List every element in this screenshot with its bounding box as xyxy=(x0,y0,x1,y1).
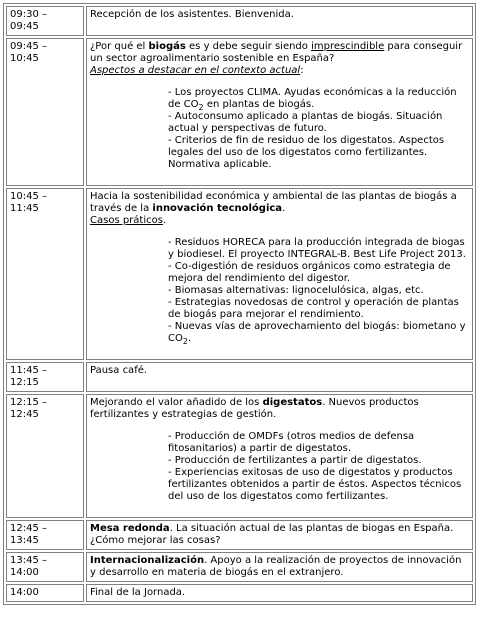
time-end: 09:45 xyxy=(10,21,39,32)
list-item: - Biomasas alternativas: lignocelulósica, algas, etc. xyxy=(168,285,424,296)
list-item: - Co-digestión de residuos orgánicos como estrategia de mejora del rendimiento del digestor. xyxy=(168,261,451,284)
section-subheading: Aspectos a destacar en el contexto actual xyxy=(90,65,301,76)
time-end: 10:45 xyxy=(10,53,39,64)
session-intro: ¿Por qué el biogás es y debe seguir siendo imprescindible para conseguir un sector agroalimentario sostenible en España? xyxy=(90,41,463,64)
highlight-text: digestatos xyxy=(262,397,323,408)
description-cell xyxy=(86,362,473,392)
agenda-row xyxy=(6,520,473,550)
session-intro: Mejorando el valor añadido de los digestatos. Nuevos productos fertilizantes y estrategias de gestión. xyxy=(90,397,419,420)
description-cell: Hacia la sostenibilidad económica y ambiental de las plantas de biogás a través de la innovación tecnológica. Casos práticos. - Residuos HORECA para la producción integrada de biogas y biodiesel. El proyecto INTEGRAL-B. Best Life Project 2013. - Co-digestión de residuos orgánicos como estrategia de mejora del rendimiento del digestor. - Biomasas alternativas: lignocelulósica, algas, etc. - Estrategias novedosas de control y operación de plantas de biogás para mejorar el rendimiento. - Nuevas vías de aprovechamiento del biogás: biometano y $CO_2$. xyxy=(86,188,473,360)
time-end: 12:15 xyxy=(10,377,39,388)
list-item: - Autoconsumo aplicado a plantas de biogás. Situación actual y perspectivas de futuro. xyxy=(168,111,443,134)
list-item: - Producción de OMDFs (otros medios de defensa fitosanitarios) a partir de digestatos. xyxy=(168,431,415,454)
list-item: - Experiencias exitosas de uso de digestatos y productos fertilizantes obtenidos a partir de éstos. Aspectos técnicos del uso de los digestatos como fertilizantes. xyxy=(168,467,462,502)
underlined-text: imprescindible xyxy=(311,41,385,52)
time-start: 10:45 – xyxy=(10,191,47,202)
list-item: - Producción de fertilizantes a partir de digestatos. xyxy=(168,455,422,466)
list-item: - Nuevas vías de aprovechamiento del biogás: biometano y $CO_2$. xyxy=(168,321,466,346)
list-item: - Estrategias novedosas de control y operación de plantas de biogás para mejorar el rendimiento. xyxy=(168,297,459,320)
time-end: 13:45 xyxy=(10,535,39,546)
session-text: Pausa café. xyxy=(90,365,148,376)
time-start: 12:45 – xyxy=(10,523,47,534)
time-start: 09:30 – xyxy=(10,9,47,20)
agenda-row xyxy=(6,188,473,360)
agenda-row xyxy=(6,584,473,602)
agenda-row xyxy=(6,6,473,36)
agenda-row xyxy=(6,394,473,518)
description-cell xyxy=(86,584,473,602)
time-start: 11:45 – xyxy=(10,365,47,376)
list-item: - Los proyectos CLIMA. Ayudas económicas a la reducción de $CO_2$ en plantas de biogás. xyxy=(168,87,457,112)
agenda-table xyxy=(3,3,476,605)
highlight-text: Internacionalización xyxy=(90,555,205,566)
topic-list xyxy=(168,431,469,503)
time-end: 11:45 xyxy=(10,203,39,214)
topic-list xyxy=(168,87,469,171)
time-start: 13:45 – xyxy=(10,555,47,566)
description-cell xyxy=(86,6,473,36)
time-cell xyxy=(6,188,84,360)
time-start: 12:15 – xyxy=(10,397,47,408)
agenda-row xyxy=(6,362,473,392)
time-cell xyxy=(6,6,84,36)
time-cell xyxy=(6,362,84,392)
topic-list xyxy=(168,237,469,345)
time-end: 14:00 xyxy=(10,567,39,578)
description-cell: ¿Por qué el biogás es y debe seguir siendo imprescindible para conseguir un sector agroalimentario sostenible en España? Aspectos a destacar en el contexto actual: - Los proyectos CLIMA. Ayudas económicas a la reducción de $CO_2$ en plantas de biogás. - Autoconsumo aplicado a plantas de biogás. Situación actual y perspectivas de futuro. - Criterios de fin de residuo de los digestatos. Aspectos legales del uso de los digestatos como fertilizantes. Normativa aplicable. xyxy=(86,38,473,186)
time-cell xyxy=(6,520,84,550)
time-cell xyxy=(6,394,84,518)
session-text: Recepción de los asistentes. Bienvenida. xyxy=(90,9,294,20)
time-start: 09:45 – xyxy=(10,41,47,52)
session-text: Final de la Jornada. xyxy=(90,587,186,598)
session-text: . La situación actual de las plantas de biogas en España. ¿Cómo mejorar las cosas? xyxy=(90,523,454,546)
highlight-text: biogás xyxy=(148,41,186,52)
description-cell xyxy=(86,520,473,550)
list-item: - Residuos HORECA para la producción integrada de biogas y biodiesel. El proyecto INTEGRAL-B. Best Life Project 2013. xyxy=(168,237,466,260)
description-cell xyxy=(86,552,473,582)
time-cell xyxy=(6,38,84,186)
description-cell xyxy=(86,394,473,518)
highlight-text: Mesa redonda xyxy=(90,523,170,534)
agenda-row xyxy=(6,38,473,186)
list-item: - Criterios de fin de residuo de los digestatos. Aspectos legales del uso de los digestatos como fertilizantes. Normativa aplicable. xyxy=(168,135,445,170)
agenda-row xyxy=(6,552,473,582)
session-intro: Hacia la sostenibilidad económica y ambiental de las plantas de biogás a través de la innovación tecnológica. xyxy=(90,191,457,214)
session-text: . Apoyo a la realización de proyectos de innovación y desarrollo en materia de biogás en el extranjero. xyxy=(90,555,462,578)
section-subheading: Casos práticos xyxy=(90,215,163,226)
time-end: 12:45 xyxy=(10,409,39,420)
time-cell xyxy=(6,584,84,602)
highlight-text: innovación tecnológica xyxy=(152,203,283,214)
time-start: 14:00 xyxy=(10,587,39,598)
time-cell xyxy=(6,552,84,582)
